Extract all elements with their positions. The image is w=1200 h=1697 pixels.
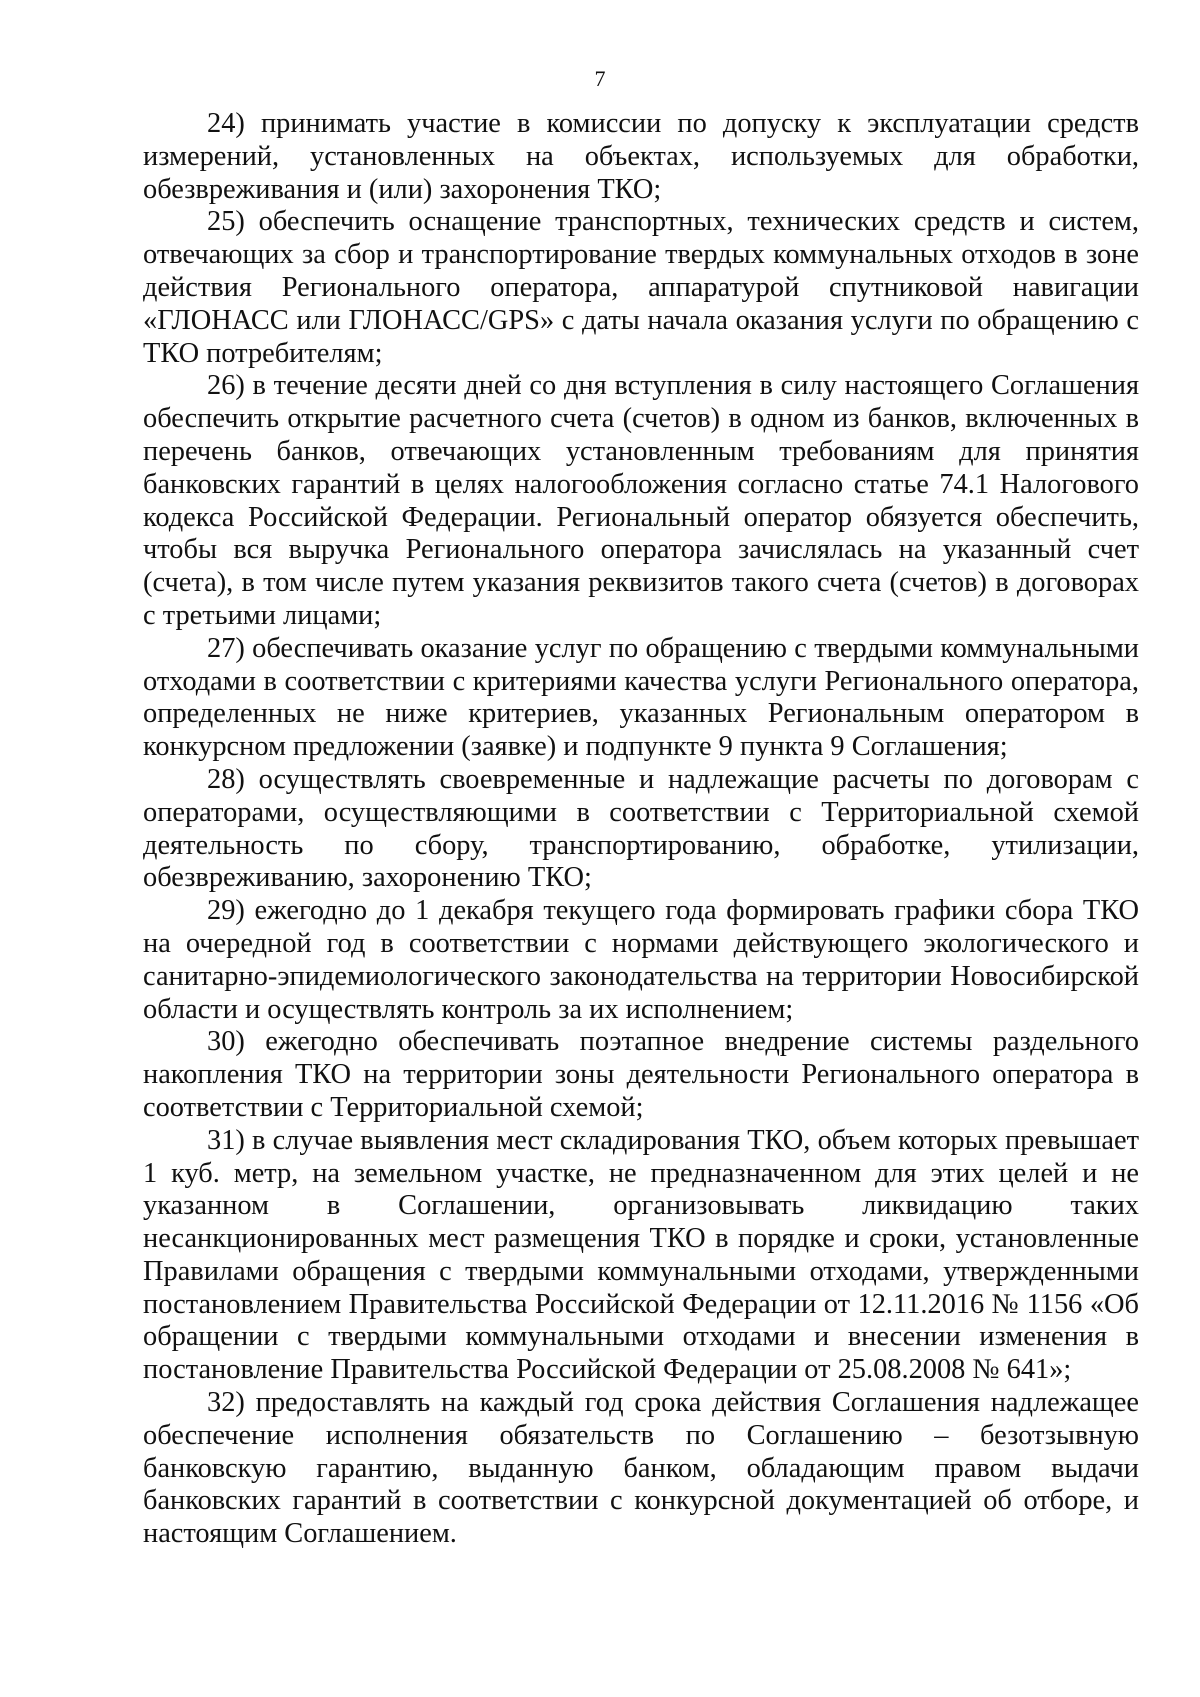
paragraph-item-27: 27) обеспечивать оказание услуг по обращению с твердыми коммунальными отходами в соответствии с критериями качества услуги Регионального оператора, определенных не ниже критериев, указанных Региональным оператором в конкурсном предложении (заявке) и подпункте 9 пункта 9 Соглашения; xyxy=(143,632,1139,763)
paragraph-item-31: 31) в случае выявления мест складирования ТКО, объем которых превышает 1 куб. метр, на земельном участке, не предназначенном для этих целей и не указанном в Соглашении, организовывать ликвидацию таких несанкционированных мест размещения ТКО в порядке и сроки, установленные Правилами обращения с твердыми коммунальными отходами, утвержденными постановлением Правительства Российской Федерации от 12.11.2016 № 1156 «Об обращении с твердыми коммунальными отходами и внесении изменения в постановление Правительства Российской Федерации от 25.08.2008 № 641»; xyxy=(143,1124,1139,1386)
page-number: 7 xyxy=(594,66,606,91)
paragraph-item-30: 30) ежегодно обеспечивать поэтапное внедрение системы раздельного накопления ТКО на территории зоны деятельности Регионального оператора в соответствии с Территориальной схемой; xyxy=(143,1026,1139,1123)
paragraph-item-29: 29) ежегодно до 1 декабря текущего года формировать графики сбора ТКО на очередной год в соответствии с нормами действующего экологического и санитарно-эпидемиологического законодательства на территории Новосибирской области и осуществлять контроль за их исполнением; xyxy=(143,895,1139,1025)
paragraph-item-32: 32) предоставлять на каждый год срока действия Соглашения надлежащее обеспечение исполнения обязательств по Соглашению – безотзывную банковскую гарантию, выданную банком, обладающим правом выдачи банковских гарантий в соответствии с конкурсной документацией об отборе, и настоящим Соглашением. xyxy=(143,1387,1139,1550)
paragraph-item-28: 28) осуществлять своевременные и надлежащие расчеты по договорам с операторами, осуществляющими в соответствии с Территориальной схемой деятельность по сбору, транспортированию, обработке, утилизации, обезвреживанию, захоронению ТКО; xyxy=(143,763,1139,894)
paragraph-item-25: 25) обеспечить оснащение транспортных, технических средств и систем, отвечающих за сбор и транспортирование твердых коммунальных отходов в зоне действия Регионального оператора, аппаратурой спутниковой навигации «ГЛОНАСС или ГЛОНАСС/GPS» с даты начала оказания услуги по обращению с ТКО потребителям; xyxy=(143,206,1139,369)
paragraph-item-24: 24) принимать участие в комиссии по допуску к эксплуатации средств измерений, установленных на объектах, используемых для обработки, обезвреживания и (или) захоронения ТКО; xyxy=(143,108,1139,205)
paragraph-item-26: 26) в течение десяти дней со дня вступления в силу настоящего Соглашения обеспечить открытие расчетного счета (счетов) в одном из банков, включенных в перечень банков, отвечающих установленным требованиям для принятия банковских гарантий в целях налогообложения согласно статье 74.1 Налогового кодекса Российской Федерации. Региональный оператор обязуется обеспечить, чтобы вся выручка Регионального оператора зачислялась на указанный счет (счета), в том числе путем указания реквизитов такого счета (счетов) в договорах с третьими лицами; xyxy=(143,370,1139,631)
document-body xyxy=(143,108,1139,1551)
